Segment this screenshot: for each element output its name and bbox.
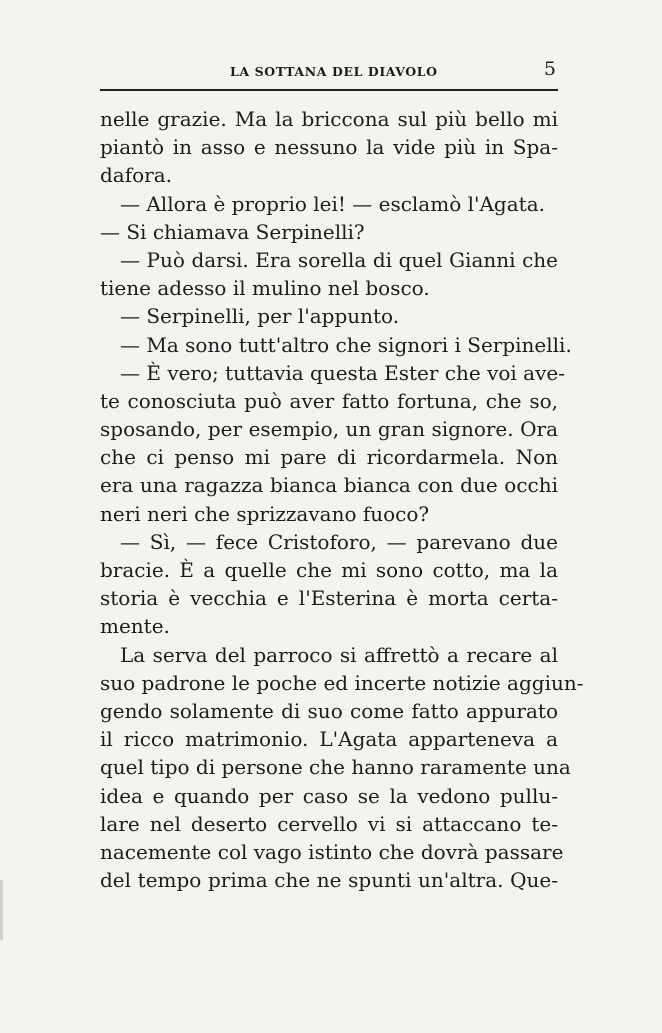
text-line: gendo solamente di suo come fatto appurato	[100, 698, 558, 723]
text-line: — Si chiamava Serpinelli?	[100, 219, 365, 244]
text-line: neri neri che sprizzavano fuoco?	[100, 501, 430, 526]
page-header	[100, 58, 558, 88]
header-rule	[100, 89, 558, 91]
text-line: era una ragazza bianca bianca con due occhi	[100, 473, 558, 498]
text-line: — Serpinelli, per l'appunto.	[120, 304, 400, 329]
text-line: del tempo prima che ne spunti un'altra. Que-	[100, 868, 558, 893]
text-line: La serva del parroco si affrettò a recare al	[120, 642, 558, 667]
running-title: LA SOTTANA DEL DIAVOLO	[230, 64, 438, 79]
text-line: idea e quando per caso se la vedono pullu-	[100, 783, 558, 808]
text-line: — Sì, — fece Cristoforo, — parevano due	[120, 529, 558, 554]
text-line: sposando, per esempio, un gran signore. Ora	[100, 417, 558, 442]
text-line: — Ma sono tutt'altro che signori i Serpinelli.	[120, 332, 572, 357]
text-line: te conosciuta può aver fatto fortuna, che so,	[100, 388, 558, 413]
text-line: storia è vecchia e l'Esterina è morta certa-	[100, 586, 558, 611]
text-line: quel tipo di persone che hanno raramente una	[100, 755, 571, 780]
text-line: nelle grazie. Ma la briccona sul più bello mi	[100, 107, 558, 131]
text-line: che ci penso mi pare di ricordarmela. Non	[100, 445, 558, 470]
page-number: 5	[543, 58, 556, 80]
text-line: dafora.	[100, 163, 173, 188]
text-line: — Può darsi. Era sorella di quel Gianni che	[120, 247, 558, 272]
text-line: — È vero; tuttavia questa Ester che voi ave-	[120, 360, 565, 385]
text-line: nacemente col vago istinto che dovrà passare	[100, 839, 564, 864]
text-line: mente.	[100, 614, 170, 639]
body-text	[100, 105, 584, 894]
binding-edge	[0, 880, 3, 940]
text-line: il ricco matrimonio. L'Agata apparteneva a	[100, 727, 558, 752]
text-line: piantò in asso e nessuno la vide più in Spa-	[100, 135, 558, 160]
text-line: suo padrone le poche ed incerte notizie aggiun-	[100, 670, 584, 695]
text-line: tiene adesso il mulino nel bosco.	[100, 276, 430, 301]
text-line: — Allora è proprio lei! — esclamò l'Agata.	[120, 191, 545, 216]
text-line: bracie. È a quelle che mi sono cotto, ma la	[100, 558, 558, 582]
text-line: lare nel deserto cervello vi si attaccano te-	[100, 811, 558, 836]
